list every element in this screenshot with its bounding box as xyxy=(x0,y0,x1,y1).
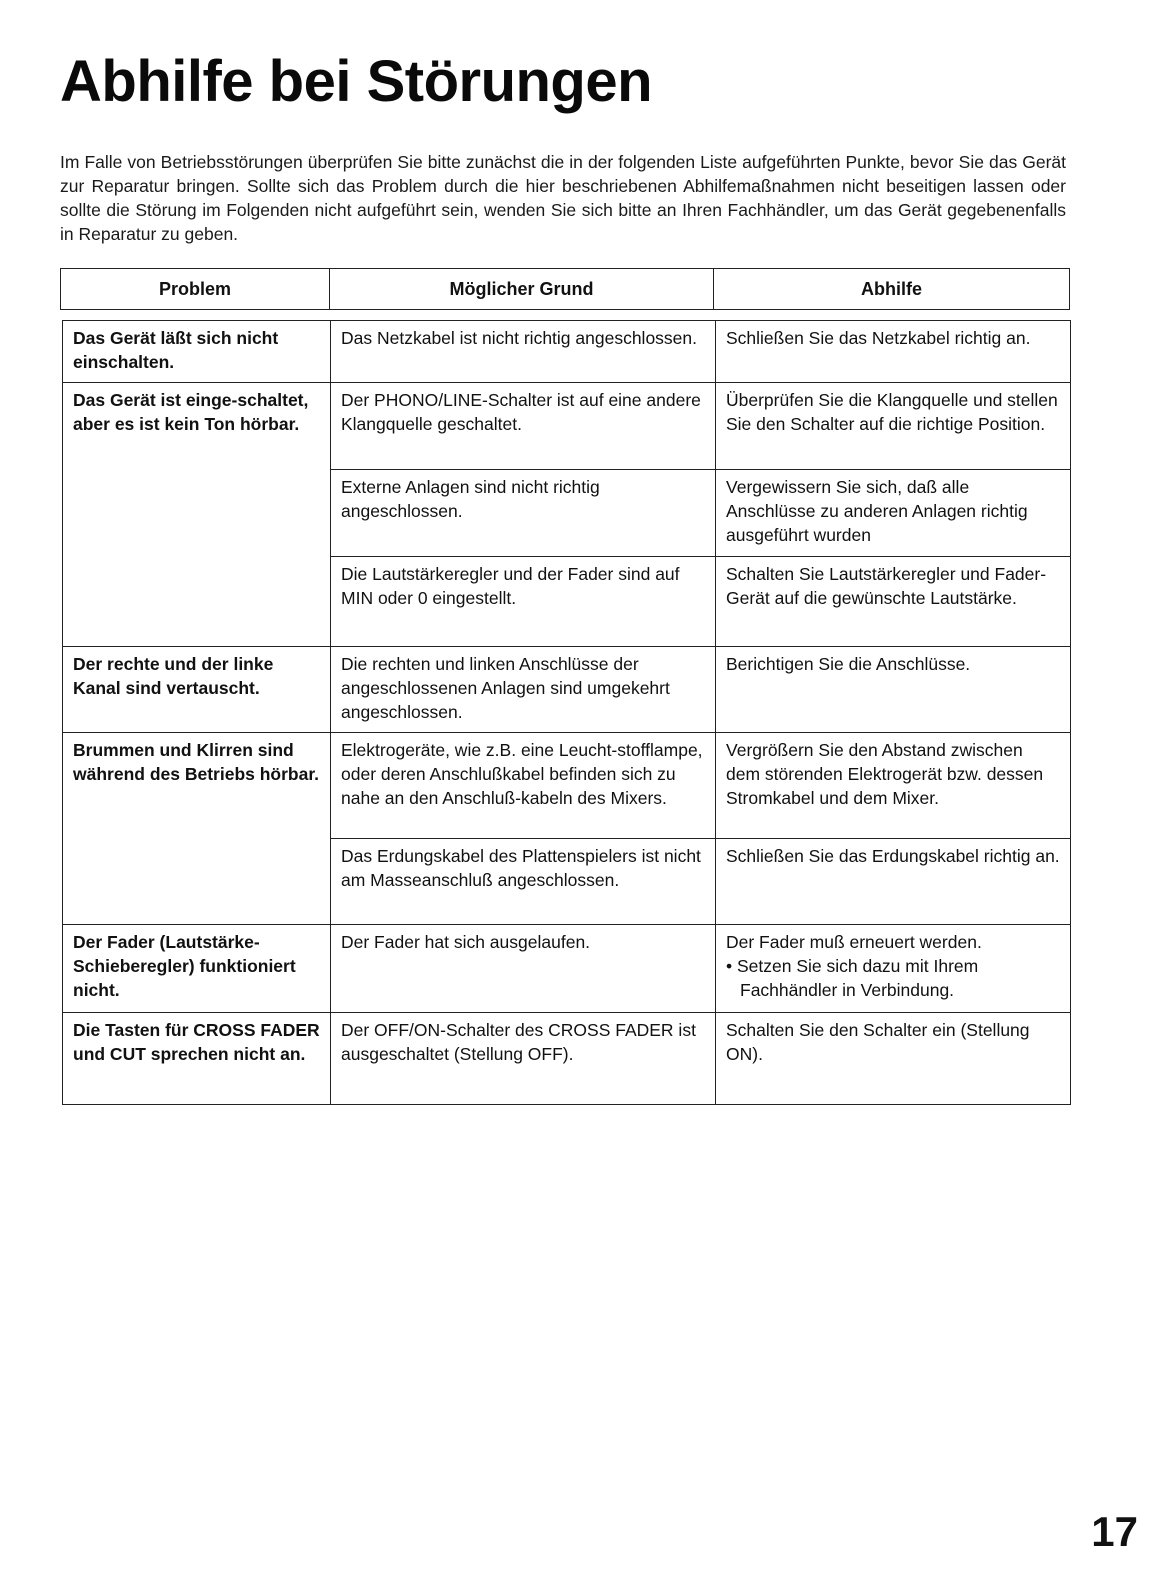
cause-cell: Der PHONO/LINE-Schalter ist auf eine andere Klangquelle geschaltet. xyxy=(331,383,716,470)
remedy-cell: Schließen Sie das Netzkabel richtig an. xyxy=(716,321,1071,383)
cause-cell: Das Netzkabel ist nicht richtig angeschlossen. xyxy=(331,321,716,383)
table-row xyxy=(63,925,1071,1013)
table-row xyxy=(63,1013,1071,1105)
table-header xyxy=(60,268,1070,310)
remedy-cell: Schalten Sie den Schalter ein (Stellung ON). xyxy=(716,1013,1071,1105)
cause-cell: Das Erdungskabel des Plattenspielers ist nicht am Masseanschluß angeschlossen. xyxy=(331,839,716,925)
page-number: 17 xyxy=(1091,1508,1138,1555)
table-row xyxy=(63,733,1071,839)
page-title: Abhilfe bei Störungen xyxy=(60,49,653,114)
table-row xyxy=(63,321,1071,383)
remedy-cell: Überprüfen Sie die Klangquelle und stellen Sie den Schalter auf die richtige Position. xyxy=(716,383,1071,470)
remedy-text: Der Fader muß erneuert werden. xyxy=(726,932,982,952)
troubleshooting-table xyxy=(62,320,1071,1105)
table-row xyxy=(63,383,1071,470)
remedy-cell: Vergewissern Sie sich, daß alle Anschlüsse zu anderen Anlagen richtig ausgeführt wurden xyxy=(716,470,1071,557)
header-problem: Problem xyxy=(61,269,330,309)
problem-cell: Brummen und Klirren sind während des Betriebs hörbar. xyxy=(63,733,331,925)
remedy-cell xyxy=(716,925,1071,1013)
remedy-cell: Vergrößern Sie den Abstand zwischen dem störenden Elektrogerät bzw. dessen Stromkabel und dem Mixer. xyxy=(716,733,1071,839)
remedy-cell: Schließen Sie das Erdungskabel richtig an. xyxy=(716,839,1071,925)
cause-cell: Der OFF/ON-Schalter des CROSS FADER ist ausgeschaltet (Stellung OFF). xyxy=(331,1013,716,1105)
problem-cell: Die Tasten für CROSS FADER und CUT sprechen nicht an. xyxy=(63,1013,331,1105)
problem-cell: Der rechte und der linke Kanal sind vertauscht. xyxy=(63,647,331,733)
problem-cell: Das Gerät läßt sich nicht einschalten. xyxy=(63,321,331,383)
cause-cell: Die rechten und linken Anschlüsse der angeschlossenen Anlagen sind umgekehrt angeschlossen. xyxy=(331,647,716,733)
table-row xyxy=(63,647,1071,733)
remedy-bullet: • Setzen Sie sich dazu mit Ihrem Fachhändler in Verbindung. xyxy=(726,956,979,1000)
remedy-cell: Berichtigen Sie die Anschlüsse. xyxy=(716,647,1071,733)
cause-cell: Die Lautstärkeregler und der Fader sind auf MIN oder 0 eingestellt. xyxy=(331,557,716,647)
cause-cell: Externe Anlagen sind nicht richtig angeschlossen. xyxy=(331,470,716,557)
header-remedy: Abhilfe xyxy=(861,278,922,299)
header-cause: Möglicher Grund xyxy=(330,269,714,309)
cause-cell: Elektrogeräte, wie z.B. eine Leucht-stofflampe, oder deren Anschlußkabel befinden sich zu nahe an den Anschluß-kabeln des Mixers. xyxy=(331,733,716,839)
problem-cell: Der Fader (Lautstärke-Schieberegler) funktioniert nicht. xyxy=(63,925,331,1013)
problem-cell: Das Gerät ist einge-schaltet, aber es ist kein Ton hörbar. xyxy=(63,383,331,647)
intro-paragraph: Im Falle von Betriebsstörungen überprüfen Sie bitte zunächst die in der folgenden Liste aufgeführten Punkte, bevor Sie das Gerät zur Reparatur bringen. Sollte sich das Problem durch die hier beschriebenen Abhilfemaßnahmen nicht beseitigen lassen oder sollte die Störung im Folgenden nicht aufgeführt sein, wenden Sie sich bitte an Ihren Fachhändler, um das Gerät gegebenenfalls in Reparatur zu geben. xyxy=(60,152,1066,244)
cause-cell: Der Fader hat sich ausgelaufen. xyxy=(331,925,716,1013)
remedy-cell: Schalten Sie Lautstärkeregler und Fader-Gerät auf die gewünschte Lautstärke. xyxy=(716,557,1071,647)
